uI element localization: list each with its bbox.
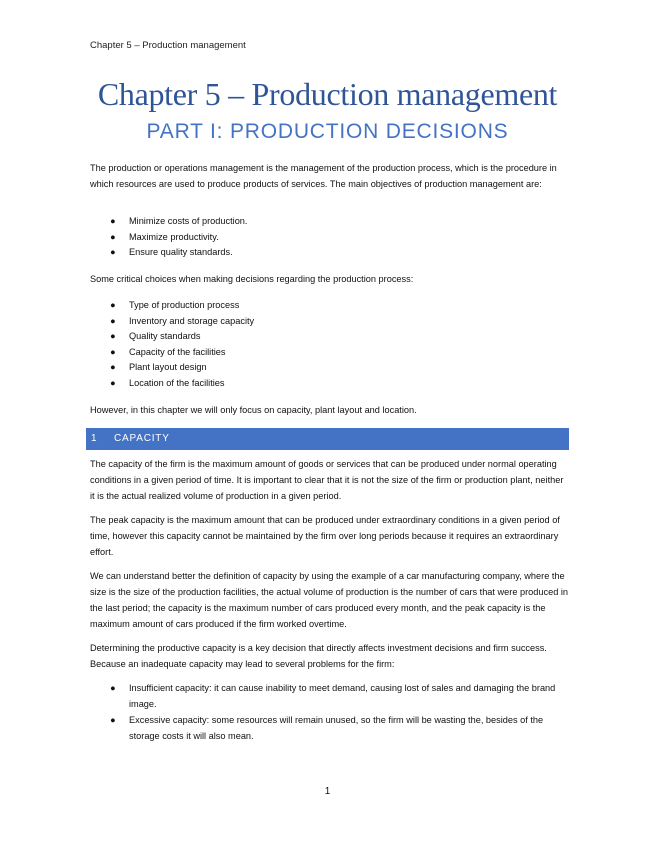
objectives-list <box>90 214 568 261</box>
list-item-text: Capacity of the facilities <box>129 346 226 357</box>
bullet-icon: ● <box>110 331 116 341</box>
bullet-icon: ● <box>110 715 116 725</box>
peak-capacity-paragraph: The peak capacity is the maximum amount that can be produced under extraordinary conditions in a given period of time, however this capacity cannot be maintained by the firm over long periods because it requires an extraordinary effort. <box>90 515 560 557</box>
list-item-text: Excessive capacity: some resources will remain unused, so the firm will be wasting the, besides of the storage costs it will also mean. <box>129 715 544 741</box>
list-item <box>90 376 568 392</box>
list-item-text: Minimize costs of production. <box>129 216 248 226</box>
car-example-paragraph: We can understand better the definition of capacity by using the example of a car manufacturing company, where the size is the size of the production facilities, the actual volume of production is the number of cars that were produced in the last period; the capacity is the maximum number of cars produced every month, and the peak capacity is the maximum amount of cars produced if the firm worked overtime. <box>90 571 569 629</box>
section-heading-capacity <box>86 428 569 450</box>
choices-list <box>90 298 568 391</box>
bullet-icon: ● <box>110 231 116 242</box>
capacity-importance-paragraph: Determining the productive capacity is a key decision that directly affects investment decisions and firm success. Because an inadequate capacity may lead to several problems for the firm: <box>90 643 547 669</box>
chapter-title: Chapter 5 – Production management <box>97 76 558 112</box>
intro-paragraph: The production or operations management is the management of the production process, which is the procedure in which resources are used to produce products of services. The main objectives of production management are: <box>90 163 557 189</box>
bullet-icon: ● <box>110 247 116 257</box>
choices-intro: Some critical choices when making decisions regarding the production process: <box>90 274 414 284</box>
list-item <box>90 360 568 376</box>
bullet-icon: ● <box>110 683 116 693</box>
list-item <box>90 329 568 345</box>
list-item <box>90 214 568 230</box>
list-item-text: Plant layout design <box>129 362 207 372</box>
list-item-text: Insufficient capacity: it can cause inability to meet demand, causing lost of sales and damaging the brand image. <box>129 683 556 709</box>
bullet-icon: ● <box>110 362 116 372</box>
part-subtitle: PART I: PRODUCTION DECISIONS <box>146 120 509 143</box>
focus-paragraph: However, in this chapter we will only focus on capacity, plant layout and location. <box>90 405 417 415</box>
bullet-icon: ● <box>110 300 116 310</box>
list-item-text: Quality standards <box>129 331 201 341</box>
bullet-icon: ● <box>110 346 116 357</box>
list-item <box>90 680 568 712</box>
list-item-text: Type of production process <box>129 300 240 310</box>
list-item <box>90 298 568 314</box>
list-item <box>90 245 568 261</box>
problems-list <box>90 680 568 744</box>
list-item <box>90 230 568 246</box>
bullet-icon: ● <box>110 315 116 326</box>
bullet-icon: ● <box>110 216 116 226</box>
list-item <box>90 345 568 361</box>
list-item <box>90 314 568 330</box>
bullet-icon: ● <box>110 377 116 388</box>
list-item-text: Maximize productivity. <box>129 231 219 242</box>
list-item-text: Ensure quality standards. <box>129 247 233 257</box>
list-item-text: Inventory and storage capacity <box>129 315 255 326</box>
running-header: Chapter 5 – Production management <box>90 40 246 51</box>
list-item-text: Location of the facilities <box>129 377 225 388</box>
list-item <box>90 712 568 744</box>
section-label: CAPACITY <box>114 433 170 444</box>
section-number: 1 <box>91 433 98 444</box>
capacity-definition-paragraph: The capacity of the firm is the maximum amount of goods or services that can be produced under normal operating conditions in a given period of time. It is important to clear that it is not the size of the firm or production plant, neither it is the actual realized volume of production in a given period. <box>90 459 564 501</box>
page-number: 1 <box>324 786 331 797</box>
